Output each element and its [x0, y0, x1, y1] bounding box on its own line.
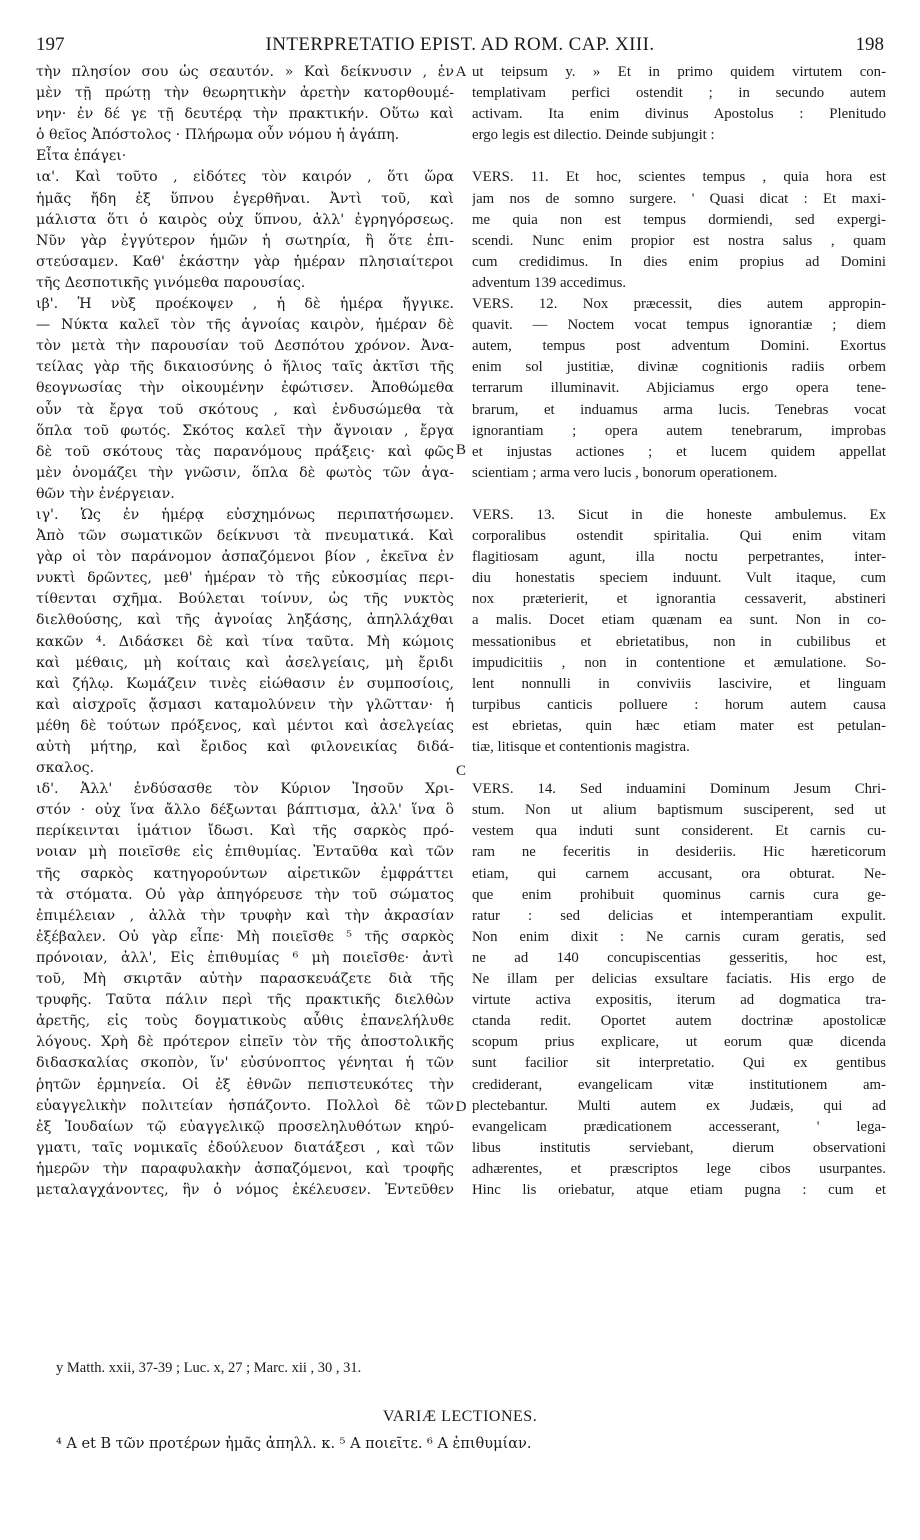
- greek-text-line: ια'. Καὶ τοῦτο , εἰδότες τὸν καιρόν , ὅτι ὥρα: [36, 169, 454, 186]
- greek-text-line: Νῦν γὰρ ἐγγύτερον ἡμῶν ἡ σωτηρία, ἢ ὅτε ἐπι-: [36, 232, 454, 249]
- latin-text-line: VERS. 13. Sicut in die honeste ambulemus. Ex: [472, 506, 886, 523]
- greek-text-line: γματι, ταῖς νομικαῖς ἐδούλευον διατάξεσι , καὶ τῶν: [36, 1139, 454, 1156]
- greek-text-line: λόγους. Χρὴ δὲ πρότερον εἰπεῖν τὸν τῆς ἀποστολικῆς: [36, 1034, 454, 1051]
- margin-letter-d: D: [455, 1099, 467, 1115]
- greek-text-line: διελθούσης, καὶ τῆς ἀγνοίας ληξάσης, ἀπηλλάχθαι: [36, 612, 454, 629]
- greek-text-line: μεταλαγχάνοντες, ἣν ὁ νόμος ἐκέλευσεν. Ἐντεῦθεν: [36, 1181, 454, 1198]
- page-number-left: 197: [36, 34, 65, 55]
- greek-text-line: ὅπλα τοῦ φωτός. Σκότος καλεῖ τὴν ἄγνοιαν , ἔργα: [36, 422, 454, 439]
- latin-text-line: stum. Non ut alium baptismum susciperent, sed ut: [472, 802, 886, 819]
- latin-text-line: a malis. Docet etiam quænam ea sunt. Non in co-: [472, 612, 886, 629]
- latin-text-line: impudicitiis , non in contentione et æmulatione. So-: [472, 654, 886, 671]
- greek-text-line: τῆς Δεσποτικῆς γινόμεθα παρουσίας.: [36, 274, 306, 291]
- latin-text-line: quavit. — Noctem vocat tempus ignorantiæ ; diem: [472, 317, 886, 334]
- latin-text-line: vestem qua induti sunt considerent. Et carnis cu-: [472, 823, 886, 840]
- variae-lectiones-text: ⁴ A et B τῶν προτέρων ἡμᾶς ἀπηλλ. κ. ⁵ A ποιεῖτε. ⁶ A ἐπιθυμίαν.: [56, 1436, 532, 1452]
- greek-text-line: νυκτὶ δρῶντες, μεθ' ἡμέραν τὸ τῆς εὐκοσμίας περι-: [36, 570, 454, 587]
- greek-column: [36, 62, 454, 1328]
- greek-text-line: στόν · οὐχ ἵνα ἄλλο δέξωνται βάπτισμα, ἀλλ' ἵνα ὃ: [36, 802, 454, 819]
- greek-text-line: ἡμᾶς ἤδη ἐξ ὕπνου ἐγερθῆναι. Ἀντὶ τοῦ, καὶ: [36, 190, 454, 207]
- greek-text-line: καὶ μέθαις, μὴ κοίταις καὶ ἀσελγείαις, μὴ ἔριδι: [36, 654, 454, 671]
- greek-text-line: Ἀπὸ τῶν σωματικῶν δείκνυσι τὰ πνευματικά. Καὶ: [36, 528, 454, 545]
- scripture-footnote: y Matth. xxii, 37-39 ; Luc. x, 27 ; Marc. xii , 30 , 31.: [56, 1360, 362, 1376]
- latin-text-line: libus institutis serviebant, dierum observationi: [472, 1139, 886, 1156]
- latin-text-line: tiæ, litisque et contentionis magistra.: [472, 739, 690, 755]
- greek-text-line: ιβ'. Ἡ νὺξ προέκοψεν , ἡ δὲ ἡμέρα ἤγγικε.: [36, 296, 454, 313]
- greek-text-line: ἀρετῆς, εἰς τοὺς δογματικοὺς αὖθις ἐπανελήλυθε: [36, 1013, 454, 1030]
- latin-text-line: evangelicam prædicationem accesserant, ' lega-: [472, 1118, 886, 1135]
- greek-text-line: τρυφῆς. Ταῦτα πάλιν περὶ τῆς πρακτικῆς διελθὼν: [36, 992, 454, 1009]
- greek-text-line: κακῶν ⁴. Διδάσκει δὲ καὶ τίνα ταῦτα. Μὴ κώμοις: [36, 633, 454, 650]
- latin-text-line: turpibus canticis polluere : horum autem causa: [472, 696, 886, 713]
- greek-text-line: τὰ στόματα. Οὐ γὰρ ἀπηγόρευσε τὴν τοῦ σώματος: [36, 886, 454, 903]
- latin-text-line: flagitiosam agunt, illa noctu perpetrantes, inter-: [472, 549, 886, 566]
- latin-text-line: lent nonnulli in conviviis lascivire, et linguam: [472, 675, 886, 692]
- running-header: [30, 34, 890, 56]
- latin-text-line: est ebrietas, quin hæc etiam mater est petulan-: [472, 717, 886, 734]
- greek-text-line: ἐξ Ἰουδαίων τῷ εὐαγγελικῷ προσεληλυθότων κηρύ-: [36, 1118, 454, 1135]
- latin-text-line: plectebantur. Multi autem ex Judæis, qui ad: [472, 1097, 886, 1114]
- greek-text-line: καὶ ζήλῳ. Κωμάζειν τινὲς εἰώθασιν ἐν συμποσίοις,: [36, 675, 454, 692]
- latin-text-line: scientiam ; arma vero lucis , bonorum operationem.: [472, 464, 778, 481]
- greek-text-line: Εἶτα ἐπάγει·: [36, 148, 127, 165]
- greek-text-line: θεογνωσίας τὴν οἰκουμένην ἐφώτισεν. Ἀποθώμεθα: [36, 380, 454, 397]
- latin-text-line: autem, tempus post adventum Domini. Exortus: [472, 338, 886, 355]
- latin-text-line: ram ne feceritis in desideriis. Hic hæreticorum: [472, 844, 886, 861]
- greek-text-line: ιδ'. Ἀλλ' ἐνδύσασθε τὸν Κύριον Ἰησοῦν Χρι-: [36, 781, 454, 798]
- greek-text-line: τῆς σαρκὸς κατηγορούντων αἱρετικῶν ἐμφράττει: [36, 865, 454, 882]
- greek-text-line: ὁ θεῖος Ἀπόστολος · Πλήρωμα οὖν νόμου ἡ ἀγάπη.: [36, 127, 400, 144]
- latin-text-line: etiam, qui carnem accusant, ora obturat. Ne-: [472, 865, 886, 882]
- latin-text-line: adventum 139 accedimus.: [472, 274, 627, 291]
- greek-text-line: περίκεινται ἱμάτιον ἴδωσι. Καὶ τῆς σαρκὸς πρό-: [36, 823, 454, 840]
- latin-text-line: enim sol justitiæ, divinæ cognitionis radiis orbem: [472, 359, 886, 376]
- margin-letter-c: C: [455, 763, 466, 779]
- latin-text-line: messationibus et ebrietatibus, non in cubilibus et: [472, 633, 886, 650]
- greek-text-line: εὐαγγελικὴν πολιτείαν ἠσπάζοντο. Πολλοὶ δὲ τῶν: [36, 1097, 454, 1114]
- latin-text-line: VERS. 11. Et hoc, scientes tempus , quia hora est: [472, 169, 886, 186]
- latin-text-line: scopum prius explicare, ut eorum quæ dicenda: [472, 1034, 886, 1051]
- latin-text-line: scendi. Nunc enim propior est nostra salus , quam: [472, 232, 886, 249]
- latin-text-line: [472, 146, 886, 167]
- latin-text-line: ratur : sed delicias et intemperantiam expulit.: [472, 907, 886, 924]
- latin-text-line: me quia non est tempus dormiendi, sed expergi-: [472, 211, 886, 228]
- latin-text-line: jam nos de somno surgere. ' Quasi dicat : Et maxi-: [472, 190, 886, 207]
- latin-text-line: ignorantiam ; opera autem tenebrarum, improbas: [472, 422, 886, 439]
- greek-text-line: ῥητῶν ἑρμηνεία. Οἱ ἐξ ἐθνῶν πεπιστευκότες τὴν: [36, 1076, 454, 1093]
- greek-text-line: τοῦ, Μὴ σκιρτᾶν αὐτὴν παρασκευάζετε διὰ τῆς: [36, 971, 454, 988]
- greek-text-line: νην· ἐν δέ γε τῇ δευτέρᾳ τὴν πρακτικήν. Οὕτω καὶ: [36, 106, 454, 123]
- greek-text-line: γὰρ οἱ τὸν παράνομον ἀσπαζόμενοι βίον , ἐκεῖνα ἐν: [36, 549, 454, 566]
- variae-lectiones-title: VARIÆ LECTIONES.: [382, 1408, 538, 1425]
- latin-text-line: virtute activa expositis, iterum ad dogmatica tra-: [472, 992, 886, 1009]
- running-title: INTERPRETATIO EPIST. AD ROM. CAP. XIII.: [265, 34, 655, 55]
- latin-text-line: ctanda redit. Oportet autem doctrinæ apostolicæ: [472, 1013, 886, 1030]
- greek-text-line: τείλας γὰρ τῆς δικαιοσύνης ὁ ἥλιος ταῖς ἀκτῖσι τῆς: [36, 359, 454, 376]
- page-number-right: 198: [855, 34, 884, 55]
- greek-text-line: ιγ'. Ὡς ἐν ἡμέρᾳ εὐσχημόνως περιπατήσωμεν.: [36, 506, 454, 523]
- greek-text-line: ἐξέβαλεν. Οὐ γὰρ εἶπε· Μὴ ποιεῖσθε ⁵ τῆς σαρκὸς: [36, 928, 454, 945]
- margin-letter-b: B: [455, 442, 466, 458]
- latin-text-line: VERS. 14. Sed induamini Dominum Jesum Chri-: [472, 781, 886, 798]
- greek-text-line: τίθενται σχῆμα. Βούλεται τοίνυν, ὡς τῆς νυκτὸς: [36, 591, 454, 608]
- greek-text-line: σκαλος.: [36, 760, 95, 777]
- latin-text-line: et injustas actiones ; et lucem quidem appellat: [472, 443, 886, 460]
- latin-text-line: ne ad 140 concupiscentias gesseritis, hoc est,: [472, 949, 886, 966]
- latin-text-line: terrarum illuminavit. Abjiciamus ergo opera tene-: [472, 380, 886, 397]
- greek-text-line: ἐπιμέλειαν , ἀλλὰ τὴν τρυφὴν καὶ τὴν ἀκρασίαν: [36, 907, 454, 924]
- latin-text-line: [472, 484, 886, 505]
- greek-text-line: πρόνοιαν, ἀλλ', Εἰς ἐπιθυμίας ⁶ μὴ ποιεῖσθε· ἀντὶ: [36, 949, 454, 966]
- margin-letter-a: A: [455, 64, 467, 80]
- latin-text-line: adhærentes, et præscriptos lege cibos usurpantes.: [472, 1160, 886, 1177]
- latin-text-line: activam. Ita enim divinus Apostolus : Plenitudo: [472, 106, 886, 123]
- latin-text-line: que enim prohibuit quominus carnis cura ge-: [472, 886, 886, 903]
- latin-text-line: Ne illam per delicias exsultare faciatis. His ergo de: [472, 971, 886, 988]
- greek-text-line: νοιαν μὴ ποιεῖσθε εἰς ἐπιθυμίας. Ἐνταῦθα καὶ τῶν: [36, 844, 454, 861]
- latin-text-line: ut teipsum y. » Et in primo quidem virtutem con-: [472, 64, 886, 80]
- greek-text-line: καὶ αἰσχροῖς ᾄσμασι καταμολύνειν τὴν γλῶτταν· ἡ: [36, 696, 454, 713]
- latin-text-line: nox præterierit, et ignorantia cessaverit, abstineri: [472, 591, 886, 608]
- latin-text-line: cum credidimus. In dies enim propius ad Domini: [472, 253, 886, 270]
- greek-text-line: τὸν μετὰ τὴν παρουσίαν τοῦ Δεσπότου χρόνον. Ἀνα-: [36, 338, 454, 355]
- greek-text-line: αὐτὴ μήτηρ, καὶ ἔριδος καὶ φιλονεικίας διδά-: [36, 739, 454, 755]
- greek-text-line: οὖν τὰ ἔργα τοῦ σκότους , καὶ ἐνδυσώμεθα τὰ: [36, 401, 454, 418]
- greek-text-line: — Νύκτα καλεῖ τὸν τῆς ἀγνοίας καιρὸν, ἡμέραν δὲ: [36, 317, 454, 334]
- latin-column: [472, 62, 886, 1328]
- latin-text-line: Hinc lis oriebatur, atque etiam pugna : cum et: [472, 1181, 886, 1198]
- greek-text-line: μὲν τῇ πρώτῃ τὴν θεωρητικὴν ἀρετὴν κατορθουμέ-: [36, 85, 454, 102]
- greek-text-line: δὲ τοῦ σκότους τὰς παρανόμους πράξεις· καὶ φῶς: [36, 443, 454, 460]
- latin-text-line: crediderant, evangelicam vitæ institutionem am-: [472, 1076, 886, 1093]
- latin-text-line: sunt facilior sit interpretatio. Qui ex gentibus: [472, 1055, 886, 1072]
- latin-text-line: templativam perfici ostendit ; in secundo autem: [472, 85, 886, 102]
- greek-text-line: μάλιστα ὅτι ὁ καιρὸς οὐχ ὕπνου, ἀλλ' ἐγρηγόρσεως.: [36, 211, 454, 228]
- latin-text-line: brarum, et induamus arma lucis. Tenebras vocat: [472, 401, 886, 418]
- latin-text-line: diu honestatis speciem induunt. Vult itaque, cum: [472, 570, 886, 587]
- latin-text-line: Non enim dixit : Ne carnis curam geratis, sed: [472, 928, 886, 945]
- latin-text-line: corporalibus ostendit spiritalia. Qui enim vitam: [472, 528, 886, 545]
- greek-text-line: στεύσαμεν. Καθ' ἑκάστην γὰρ ἡμέραν πλησιαίτεροι: [36, 253, 454, 270]
- greek-text-line: τὴν πλησίον σου ὡς σεαυτόν. » Καὶ δείκνυσιν , ἐν: [36, 64, 454, 80]
- latin-text-line: VERS. 12. Nox præcessit, dies autem appropin-: [472, 296, 886, 313]
- latin-text-line: [472, 758, 886, 779]
- greek-text-line: θῶν τὴν ἐνέργειαν.: [36, 485, 175, 502]
- latin-text-line: ergo legis est dilectio. Deinde subjungit :: [472, 127, 715, 144]
- greek-text-line: μὲν ὀνομάζει τὴν γνῶσιν, ὅπλα δὲ φωτὸς τῶν ἀγα-: [36, 464, 454, 481]
- greek-text-line: ἡμερῶν τὴν παραφυλακὴν ἀσπαζόμενοι, καὶ τροφῆς: [36, 1160, 454, 1177]
- greek-text-line: μέθη δὲ τούτων πρόξενος, καὶ μέντοι καὶ ἀσελγείας: [36, 717, 454, 734]
- greek-text-line: διδασκαλίας σκοπὸν, ἵν' εὐσύνοπτος γένηται ἡ τῶν: [36, 1055, 454, 1072]
